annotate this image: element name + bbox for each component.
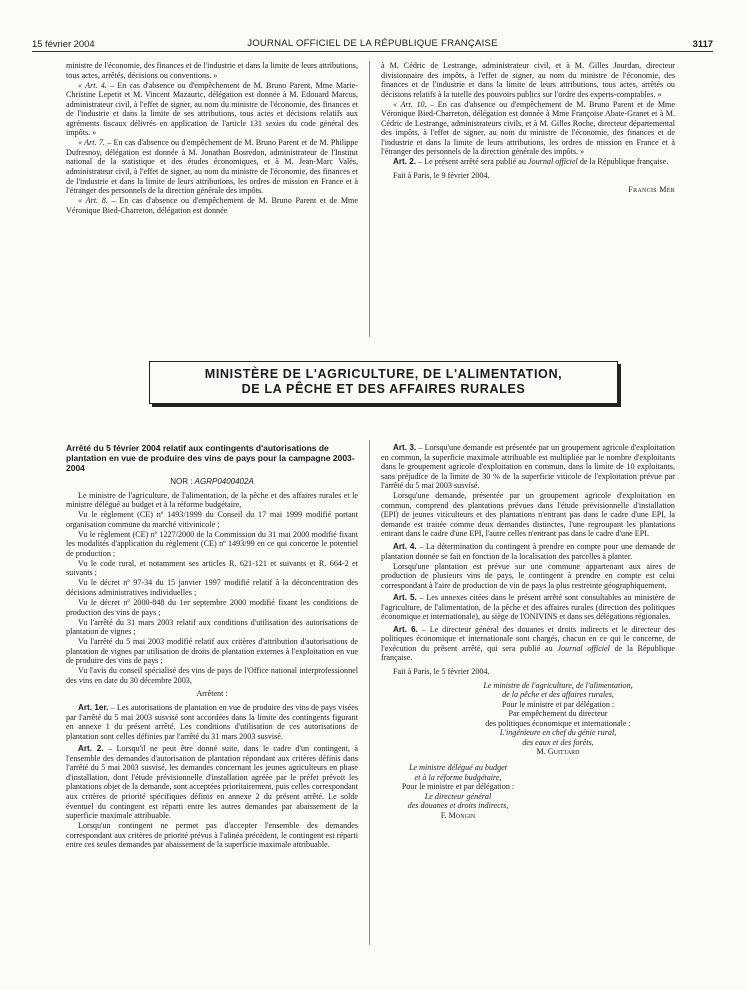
article-10 [381, 100, 675, 157]
visa: Vu le règlement (CE) nº 1493/1999 du Conseil du 17 mai 1999 modifié portant organisation commune du marché vitivinicole ; [66, 510, 358, 529]
header-rule [32, 51, 713, 52]
article-text: – En cas d'absence ou d'empêchement de M. Bruno Parent, Mme Marie-Christine Lepetit et M. Vincent Mazauric, délégation est donnée à M. Edouard Marcus, administrateur civil, à l'effet de signer, au nom du ministre de l'économie, des finances et de l'industrie et dans la limite de ses attributions, tous actes et décisions relatifs aux agréments fiscaux délivrés en application de l'article 131 [66, 80, 358, 128]
visa: Vu l'arrêté du 5 mai 2003 modifié relatif aux critères d'attribution d'autorisations de plantation de vignes par utilisation de droits de plantation externes à l'exploitation en vue de produire des vins de pays ; [66, 637, 358, 666]
visa: Vu le code rural, et notamment ses articles R. 621-121 et suivants et R. 664-2 et suivants ; [66, 558, 358, 578]
signature-line: Le ministre délégué au budget [408, 762, 508, 772]
signatory-name: F. Mongin [440, 810, 476, 820]
signature-line: de la pêche et des affaires rurales, [502, 690, 614, 700]
article-text: – Lorsqu'une demande est présentée par un groupement agricole d'exploitation en commun, la superficie maximale attribuable est multipliée par le nombre d'exploitants dans le groupement agricole d'exploitation en commun, dans la limite de 10 exploitants, sans préjudice de la limite de 30 % de la superficie viticole de l'exploitation prévue par l'arrêté du 5 mai 2003 susvisé. [381, 443, 675, 491]
article-text: – En cas d'absence ou d'empêchement de M. Bruno Parent et de M. Philippe Dufresnoy, délégation est donnée à M. Jonathan Bosredon, administrateur de l'Institut national de la statistique et des études économiques, et à M. Jean-Marc Valès, administrateur civil, à l'effet de signer, au nom du ministre de l'économie, des finances et de l'industrie et dans la limite de leurs attributions, les ordres de mission en France et à l'étranger des personnels de la direction générale des impôts. [66, 138, 358, 196]
nor-label: NOR : [170, 477, 195, 486]
top-right-column [381, 61, 675, 195]
preamble: Le ministre de l'agriculture, de l'alimentation, de la pêche et des affaires rurales et le ministre délégué au budget et à la réforme budgétaire, [66, 490, 358, 510]
article-label: Art. 2. [393, 157, 417, 167]
signatory-name: M. Guittard [536, 747, 580, 757]
signature-line: L'ingénieure en chef du génie rural, [499, 728, 617, 738]
signature-line: Pour le ministre et par délégation : [401, 782, 515, 792]
signature-line: Par empêchement du directeur [508, 709, 608, 719]
article-4 [66, 81, 358, 138]
article-text: – Lorsqu'il ne peut être donné suite, dans le cadre d'un contingent, à l'ensemble des demandes d'autorisation de plantation répondant aux critères définis dans l'arrêté du 5 mai 2003 susvisé, les demandes concernant les jeunes agriculteurs en phase d'installation, dont l'étude prévisionnelle d'installation agréée par le préfet prévoit les plantations objet de la demande, sont acceptées prioritairement, puis celles correspondant aux critères de priorité spécifiques définis en annexe 2 du présent arrêté. Le solde éventuel du contingent est réparti entre les autres demandes par abaissement de la superficie maximale attribuable. [66, 744, 358, 821]
article-text: – En cas d'absence ou d'empêchement de M. Bruno Parent et de Mme Véronique Bied-Charreton, délégation est donnée [66, 196, 358, 215]
signature-line: des politiques économique et internationale : [485, 718, 631, 728]
page-number: 3117 [692, 38, 713, 49]
done-at: Fait à Paris, le 9 février 2004. [393, 171, 490, 181]
article-8 [66, 196, 358, 215]
ministry-line-1: MINISTÈRE DE L'AGRICULTURE, DE L'ALIMENTATION, [204, 367, 563, 381]
signature-block-2 [381, 763, 535, 820]
article-3 [381, 443, 675, 491]
article-text: – Les autorisations de plantation en vue de produire des vins de pays visées par l'arrêté du 5 mai 2003 susvisé sont accordées dans la limite des contingents figurant en annexe 1 du présent arrêté. Les conditions d'utilisation de ces autorisations de plantation sont celles définies par l'arrêté du 31 mars 2003 susvisé. [66, 703, 358, 741]
article-2 [66, 744, 358, 820]
article-text: – Les annexes citées dans le présent arrêté sont consultables au ministère de l'agriculture, de l'alimentation, de la pêche et des affaires rurales (direction des politiques économique et internationale), au siège de l'ONIVINS et dans ses délégations régionales. [381, 593, 675, 622]
ministry-heading [149, 361, 618, 404]
article-label: Art. 1er. [78, 703, 109, 713]
italic-text: Journal officiel [557, 643, 610, 653]
article-label: Art. 6. [393, 624, 418, 634]
signature-block-1 [441, 681, 675, 757]
article-text-end: de la République française. [577, 157, 669, 167]
header-date: 15 février 2004 [32, 38, 95, 49]
column-divider [369, 61, 370, 337]
decree-right-column [381, 443, 675, 820]
ministry-line-2: DE LA PÊCHE ET DES AFFAIRES RURALES [241, 382, 526, 396]
paragraph: Lorsqu'une plantation est prévue sur une commune appartenant aux aires de production de plusieurs vins de pays, le contingent à prendre en compte est celui correspondant à l'aire de production de vin de pays la plus restreinte géographiquement. [381, 561, 675, 590]
article-7 [66, 138, 358, 195]
article-text: – Le présent arrêté sera publié au [416, 157, 528, 167]
decree-left-column [66, 443, 358, 850]
signature-line: et à la réforme budgétaire, [414, 772, 502, 782]
article-text: – Le directeur général des douanes et droits indirects et le directeur des politiques économique et internationale sont chargés, chacun en ce qui le concerne, de l'exécution du présent arrêté, qui sera publié au [381, 624, 676, 653]
visa: Vu l'avis du conseil spécialisé des vins de pays de l'Office national interprofessionnel des vins en date du 30 décembre 2003, [66, 666, 358, 685]
done-at: Fait à Paris, le 5 février 2004. [393, 667, 490, 677]
article-1 [66, 703, 358, 741]
article-text-end: du code général des impôts. » [66, 118, 359, 138]
visa: Vu le règlement (CE) nº 1227/2000 de la Commission du 31 mai 2000 modifié fixant les modalités d'application du règlement (CE) nº 1493/99 en ce qui concerne le potentiel de production ; [66, 529, 358, 558]
signature-line: Pour le ministre et par délégation : [501, 699, 615, 709]
signature-line: Le ministre de l'agriculture, de l'alimentation, [483, 680, 633, 690]
article-label: Art. 2. [78, 744, 104, 754]
paragraph: Lorsqu'une demande, présentée par un groupement agricole d'exploitation en commun, comprend des plantations prévues dans l'étude prévisionnelle d'installation (EPI) de jeunes viticulteurs et des plantations n'entrant pas dans le cadre d'une EPI, la demande est traitée comme deux demandes distinctes, l'une regroupant les plantations entrant dans le cadre d'une EPI, l'autre celles n'entrant pas dans le cadre d'une EPI. [381, 491, 675, 539]
italic-text: Journal officiel [527, 157, 578, 167]
italic-word: sexies [265, 118, 286, 128]
visa: Vu le décret nº 97-34 du 15 janvier 1997 modifié relatif à la déconcentration des décisions administratives individuelles ; [66, 578, 358, 598]
article-label: Art. 4. [393, 541, 417, 551]
article-6 [381, 625, 675, 663]
article-text-end: de la République française. [381, 643, 675, 663]
signature-line: Le directeur général [424, 791, 492, 801]
nor-value: AGRP0400402A [194, 477, 254, 486]
paragraph: ministre de l'économie, des finances et de l'industrie et dans la limite de leurs attributions, tous actes, arrêtés, décisions ou conventions. » [66, 61, 358, 80]
visa: Vu l'arrêté du 31 mars 2003 relatif aux conditions d'utilisation des autorisations de plantation de vignes ; [66, 617, 358, 637]
article-text: – En cas d'absence ou d'empêchement de M. Bruno Parent et de Mme Véronique Bied-Charreton, délégation est donnée à Mme Françoise Abate-Granet et à M. Cédric de Lestrange, administrateurs civils, et à M. Gilles Roche, directeur départemental des impôts, à l'effet de signer, au nom du ministre de l'économie, des finances et de l'industrie et dans la limite de leurs attributions, les ordres de mission en France et à l'étranger des personnels de la direction générale des impôts. » [381, 99, 675, 157]
paragraph: Lorsqu'un contingent ne permet pas d'accepter l'ensemble des demandes correspondant aux critères de priorité prévus à l'alinéa précédent, le contingent est réparti entre ces seules demandes par abaissement de la superficie maximale attribuable. [66, 821, 358, 850]
article-label: « Art. 4. [78, 80, 107, 90]
article-2 [381, 157, 675, 167]
article-text: – La détermination du contingent à prendre en compte pour une demande de plantation donnée se fait en fonction de la localisation des parcelles à planter. [381, 541, 675, 561]
page-header [32, 38, 713, 54]
article-5 [381, 593, 675, 622]
nor-reference [66, 477, 358, 487]
article-4 [381, 542, 675, 561]
journal-title: JOURNAL OFFICIEL DE LA RÉPUBLIQUE FRANÇAISE [247, 38, 498, 49]
signature-line: des eaux et des forêts, [522, 737, 594, 747]
article-label: « Art. 7. [78, 138, 105, 148]
column-divider [369, 440, 370, 945]
article-label: « Art. 10. [393, 99, 427, 109]
article-label: « Art. 8. [78, 196, 108, 206]
paragraph: à M. Cédric de Lestrange, administrateur civil, et à M. Gilles Jourdan, directeur divisionnaire des impôts, à l'effet de signer, au nom du ministre de l'économie, des finances et de l'industrie et dans la limite de leurs attributions, tous actes, arrêtés ou décisions relatifs à la tutelle des pouvoirs publics sur l'ordre des experts-comptables. » [381, 61, 675, 99]
arretent: Arrêtent : [196, 689, 228, 699]
article-label: Art. 5. [393, 593, 417, 603]
signature: Francis Mer [628, 184, 675, 194]
top-left-column [66, 61, 358, 216]
signature-line: des douanes et droits indirects, [407, 801, 509, 811]
visa: Vu le décret nº 2000-848 du 1er septembre 2000 modifié fixant les conditions de production des vins de pays ; [66, 598, 358, 617]
decree-title: Arrêté du 5 février 2004 relatif aux contingents d'autorisations de plantation en vue de produire des vins de pays pour la campagne 2003-2004 [66, 443, 355, 473]
article-label: Art. 3. [393, 443, 417, 452]
